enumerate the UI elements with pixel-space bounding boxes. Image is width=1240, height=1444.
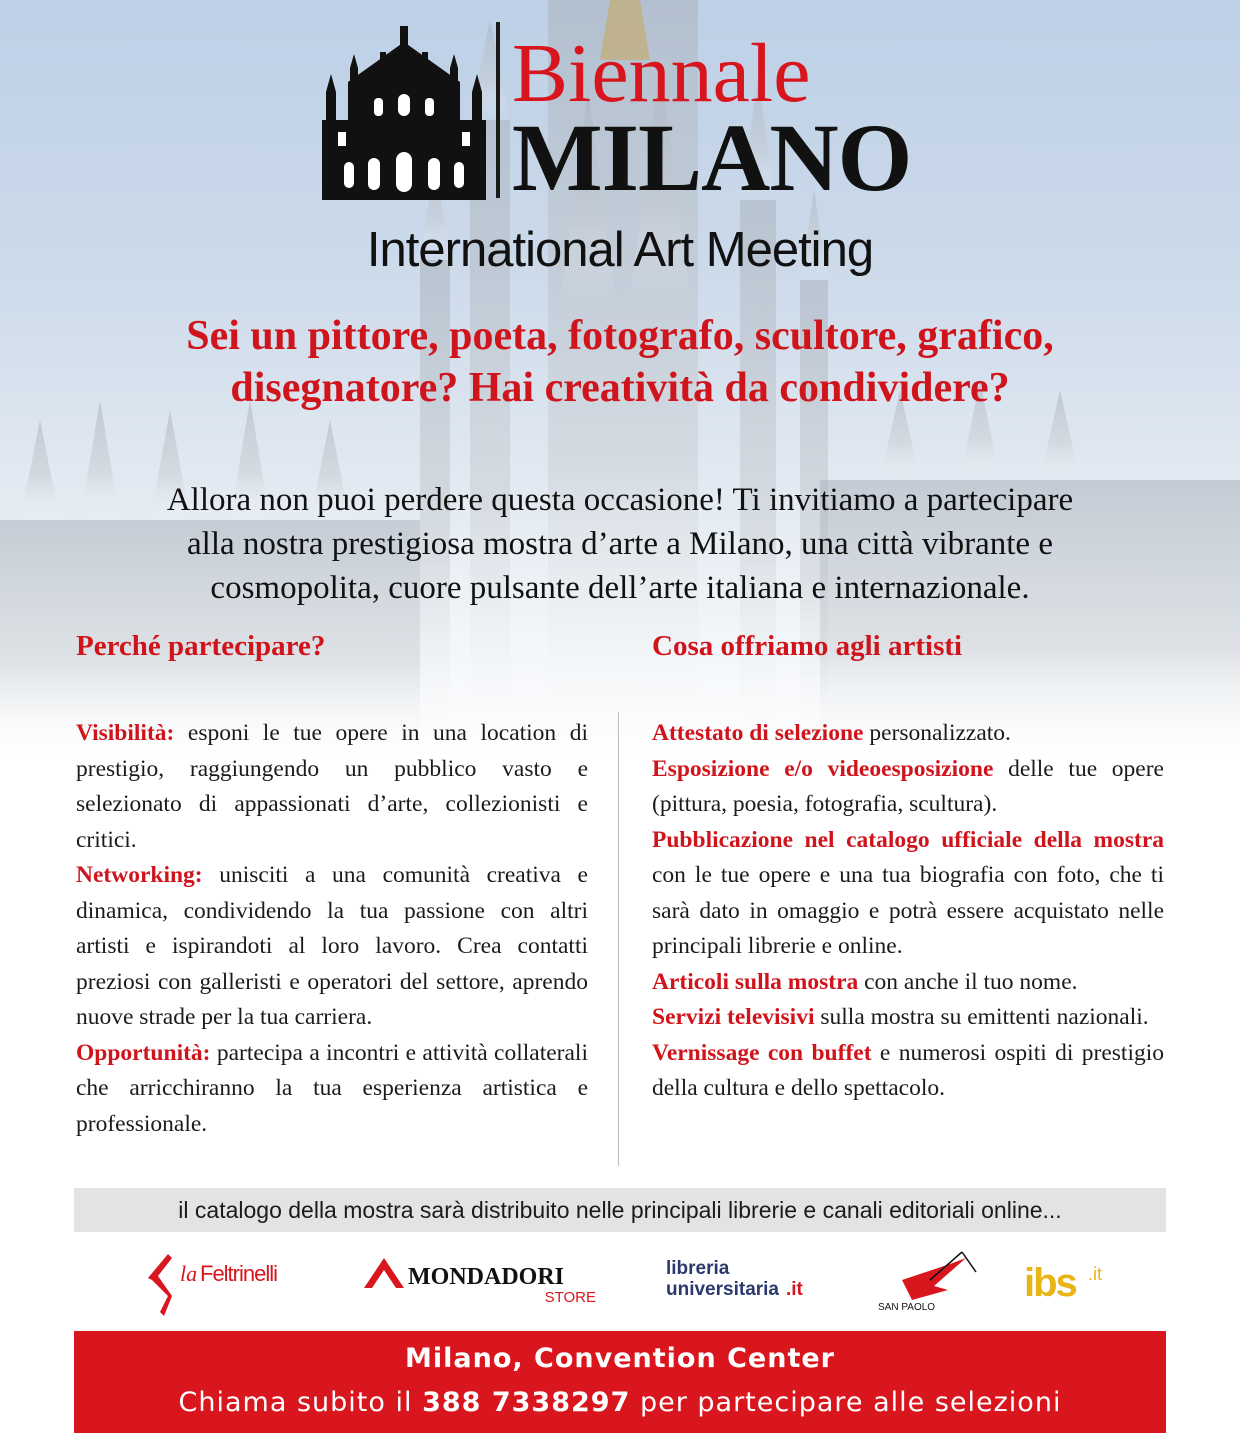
what-we-offer-list xyxy=(652,716,1164,1107)
feltrinelli-logo xyxy=(148,1254,277,1316)
feltrinelli-la: la xyxy=(180,1261,198,1286)
banner-location: Milano, Convention Center xyxy=(405,1343,835,1374)
banner-call xyxy=(74,1387,1166,1418)
ibs-logo xyxy=(1024,1261,1102,1305)
item-text: personalizzato. xyxy=(863,720,1011,746)
phone-number[interactable]: 388 7338297 xyxy=(422,1387,631,1418)
item-label: Networking: xyxy=(76,862,203,888)
item-text: delle tue opere (pittura, poesia, fotografia, scultura). xyxy=(652,755,1164,817)
item-label: Vernissage con buffet xyxy=(652,1039,872,1066)
logo-subtitle: International Art Meeting xyxy=(366,223,874,277)
item-label: Visibilità: xyxy=(76,720,175,746)
logo-biennale: Biennale xyxy=(512,27,811,120)
item-text: e numerosi ospiti di prestigio della cultura e dello spettacolo. xyxy=(652,1039,1165,1101)
headline-line-1: Sei un pittore, poeta, fotografo, scultore, grafico, xyxy=(186,313,1054,359)
libreria-line1: libreria xyxy=(666,1258,730,1279)
item-text: unisciti a una comunità creativa e dinamica, condividendo la tua passione con altri artisti e ispirandoti al loro lavoro. Crea contatti preziosi con galleristi e operatori del settore, aprendo nuove strade per la tua carriera. xyxy=(76,862,588,1030)
why-participate-title: Perché partecipare? xyxy=(76,630,326,662)
mondadori-logo xyxy=(364,1258,596,1306)
item-label: Opportunità: xyxy=(76,1039,211,1066)
catalog-note: il catalogo della mostra sarà distribuito nelle principali librerie e canali editoriali online... xyxy=(74,1188,1166,1232)
libreria-line2: universitaria xyxy=(666,1279,779,1300)
item-text: sulla mostra su emittenti nazionali. xyxy=(814,1004,1149,1030)
intro-paragraph xyxy=(40,478,1200,610)
ibs-name: ibs xyxy=(1024,1261,1076,1305)
list-item xyxy=(652,965,1164,1001)
san-paolo-name: SAN PAOLO xyxy=(878,1302,936,1313)
headline xyxy=(40,310,1200,414)
libreria-universitaria-logo xyxy=(666,1258,804,1300)
mondadori-name: MONDADORI xyxy=(408,1264,564,1290)
list-item xyxy=(76,858,588,1036)
item-label: Pubblicazione nel catalogo ufficiale della mostra xyxy=(652,826,1164,853)
item-text: con le tue opere e una tua biografia con foto, che ti sarà dato in omaggio e potrà essere acquistato nelle principali librerie e online. xyxy=(652,862,1164,959)
logo-milano: MILANO xyxy=(512,104,912,211)
column-divider xyxy=(618,712,619,1166)
list-item xyxy=(652,1036,1164,1107)
item-label: Esposizione e/o videoesposizione xyxy=(652,755,994,782)
intro-line-2: alla nostra prestigiosa mostra d’arte a Milano, una città vibrante e xyxy=(187,526,1053,562)
item-label: Servizi televisivi xyxy=(652,1004,815,1030)
list-item xyxy=(652,823,1164,965)
why-participate-list xyxy=(76,716,588,1142)
contact-banner xyxy=(74,1331,1166,1433)
list-item xyxy=(76,716,588,858)
feltrinelli-name: Feltrinelli xyxy=(200,1261,278,1286)
item-text: con anche il tuo nome. xyxy=(858,968,1078,995)
intro-line-1: Allora non puoi perdere questa occasione! Ti invitiamo a partecipare xyxy=(166,482,1074,518)
partner-logos xyxy=(0,1250,1240,1320)
list-item xyxy=(652,752,1164,823)
mondadori-store: STORE xyxy=(544,1289,596,1306)
banner-call-post: per partecipare alle selezioni xyxy=(630,1387,1062,1418)
san-paolo-logo xyxy=(878,1252,976,1313)
list-item xyxy=(652,1000,1164,1036)
what-we-offer-title: Cosa offriamo agli artisti xyxy=(652,630,963,662)
ibs-suffix: .it xyxy=(1088,1264,1103,1284)
logo-divider xyxy=(496,22,500,198)
banner-call-pre: Chiama subito il xyxy=(178,1387,423,1418)
list-item xyxy=(76,1036,588,1143)
list-item xyxy=(652,716,1164,752)
headline-line-2: disegnatore? Hai creatività da condividere? xyxy=(230,365,1010,411)
milan-cathedral-icon xyxy=(318,22,490,200)
item-label: Attestato di selezione xyxy=(652,720,864,746)
item-text: esponi le tue opere in una location di prestigio, raggiungendo un pubblico vasto e selezionato di appassionati d’arte, collezionisti e critici. xyxy=(76,720,588,853)
item-label: Articoli sulla mostra xyxy=(652,968,859,995)
item-text: partecipa a incontri e attività collaterali che arricchiranno la tua esperienza artistica e professionale. xyxy=(76,1039,588,1137)
libreria-suffix: .it xyxy=(786,1279,803,1300)
intro-line-3: cosmopolita, cuore pulsante dell’arte italiana e internazionale. xyxy=(210,570,1030,606)
